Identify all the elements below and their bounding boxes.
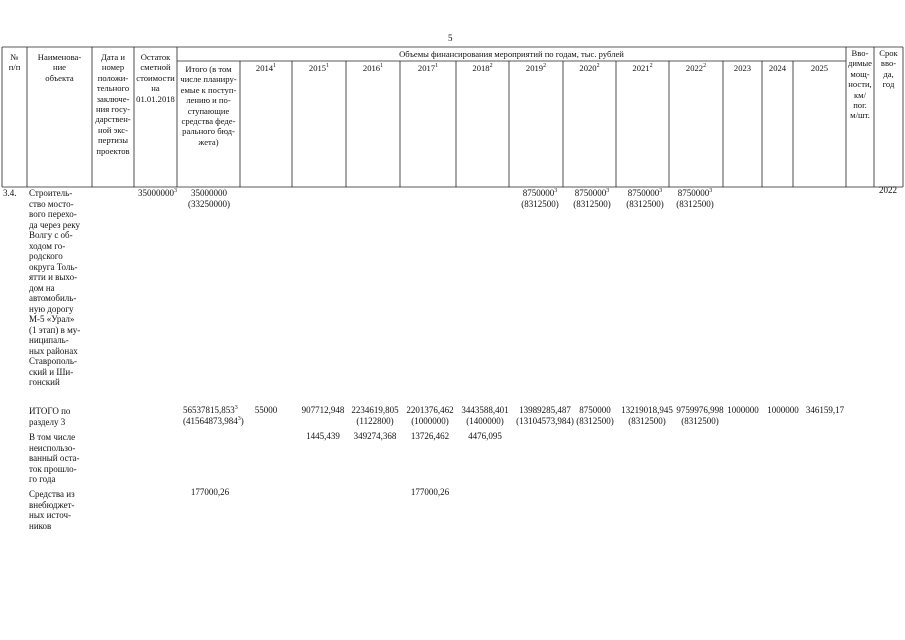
total-row-y2024: 1000000 <box>767 405 799 415</box>
unused-row-y2018: 4476,095 <box>468 431 502 441</box>
header-year-2019: 2019$^2$ <box>525 63 547 73</box>
row-34-num: 3.4. <box>3 188 17 198</box>
row-34-object-name: Строитель- ство мосто- вого перехо- да через реку Волгу с об- ходом го- родского округа Толь- ятти и выхо- дом на автомобиль- ную дорогу М-5 «Урал» (1 этап) в му- ниципаль- ных районах Ставрополь- ский и Ши- гонский <box>29 188 81 387</box>
header-capacity: Вво- димые мощ- ности, км/ пог. м/шт. <box>848 48 872 121</box>
unused-row-y2015: 1445,439 <box>306 431 340 441</box>
total-row-y2019: 13989285,487 (13104573,984) <box>516 405 574 426</box>
unused-row-label: В том числе неиспользо- ванный остa- ток прошло- го года <box>29 432 80 484</box>
total-row-y2020: 8750000 (8312500) <box>576 405 614 426</box>
header-year-2015: 2015$^1$ <box>308 63 330 73</box>
total-row-y2022: 9759976,998 (8312500) <box>676 405 724 426</box>
total-row-y2016: 2234619,805 (1122800) <box>351 405 399 426</box>
extra-row-label: Средства из внебюджет- ных источ- ников <box>29 489 75 531</box>
header-year-2025: 2025 <box>810 63 829 73</box>
header-num: № п/п <box>8 52 21 73</box>
total-row-y2025: 346159,17 <box>805 405 845 415</box>
row-34-y2021: 8750000$^3$ (8312500) <box>626 188 664 209</box>
header-year-2020: 2020$^2$ <box>579 63 600 73</box>
header-funding-group: Объемы финансирования мероприятий по годам, тыс. рублей <box>399 49 624 59</box>
header-object-name: Наименова- ние объекта <box>37 52 82 83</box>
total-row-y2023: 1000000 <box>727 405 759 415</box>
extra-row-y2017: 177000,26 <box>410 487 450 497</box>
row-34-remaining: 35000000$^3$ <box>138 188 177 198</box>
header-expertise-date: Дата и номер положи- тельного заключе- ния госу- дарствен- ной экс- пертизы проектов <box>95 52 131 156</box>
row-34-y2022: 8750000$^3$ (8312500) <box>676 188 714 209</box>
total-row-label: ИТОГО по разделу 3 <box>29 406 71 427</box>
header-year-2016: 2016$^1$ <box>362 63 384 73</box>
header-year-2021: 2021$^2$ <box>632 63 653 73</box>
total-row-y2017: 2201376,462 (1000000) <box>406 405 454 426</box>
header-remaining-cost: Остаток сметной стоимости на 01.01.2018 <box>136 52 175 104</box>
total-row-y2014: 55000 <box>254 405 278 415</box>
unused-row-y2016: 349274,368 <box>353 431 397 441</box>
header-term: Срок вво- да, год <box>879 48 898 90</box>
extra-row-total: 177000,26 <box>190 487 230 497</box>
header-year-2024: 2024 <box>768 63 787 73</box>
header-year-2022: 2022$^2$ <box>685 63 707 73</box>
total-row-y2021: 13219018,945 (8312500) <box>621 405 673 426</box>
total-row-y2015: 907712,948 <box>301 405 345 415</box>
page-number: 5 <box>448 33 453 43</box>
total-row-total: 56537815,853$^3$ (41564873,984$^3$) <box>183 405 244 426</box>
row-34-total: 35000000 (33250000) <box>188 188 230 209</box>
row-34-y2020: 8750000$^3$ (8312500) <box>573 188 611 209</box>
row-34-y2019: 8750000$^3$ (8312500) <box>521 188 559 209</box>
header-year-2018: 2018$^2$ <box>472 63 493 73</box>
row-34-term: 2022 <box>879 185 897 195</box>
unused-row-y2017: 13726,462 <box>410 431 450 441</box>
header-year-2023: 2023 <box>733 63 752 73</box>
total-row-y2018: 3443588,401 (1400000) <box>461 405 509 426</box>
header-year-2017: 2017$^1$ <box>417 63 439 73</box>
header-year-2014: 2014$^1$ <box>255 63 277 73</box>
header-total: Итого (в том числе планиру- емые к поступ- лению и по- ступающие средства феде- рального бюд- жета) <box>180 64 237 147</box>
